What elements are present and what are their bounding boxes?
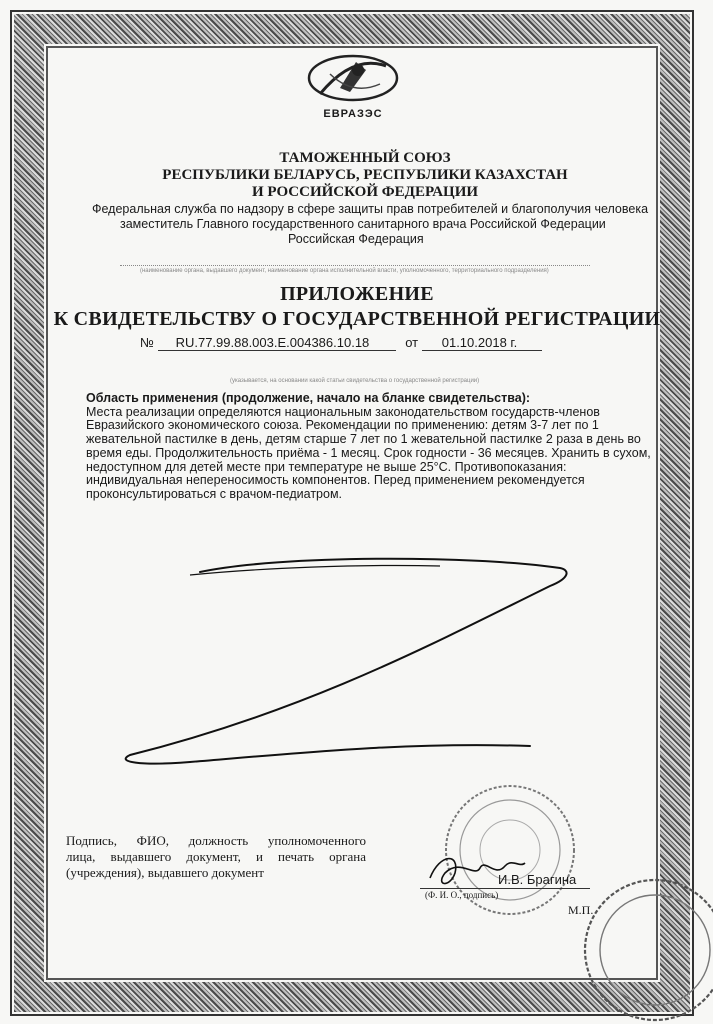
signature-label: [66, 833, 366, 881]
number-label: №: [140, 335, 154, 350]
certificate-date: 01.10.2018 г.: [422, 335, 542, 351]
signature-label-line: (учреждения), выдавшего документ: [66, 865, 264, 880]
scope-line: проконсультироваться с врачом-педиатром.: [86, 486, 343, 501]
agency-line-2: заместитель Главного государственного санитарного врача Российской Федерации: [120, 217, 606, 231]
certificate-number-row: [140, 335, 542, 351]
scope-line: время еды. Продолжительность приёма - 1 месяц. Срок годности - 36 месяцев. Хранить в сухом,: [86, 445, 651, 460]
emblem-caption: ЕВРАЗЭС: [323, 108, 383, 120]
signature-label-line: Подпись, ФИО, должность уполномоченного: [66, 833, 366, 848]
body-note: (указывается, на основании какой статьи свидетельства о государственной регистрации): [230, 378, 480, 384]
fio-caption: (Ф. И. О., подпись): [425, 890, 499, 900]
agency-line-1: Федеральная служба по надзору в сфере защиты прав потребителей и благополучия человека: [92, 202, 649, 216]
scope-line: Места реализации определяются национальным законодательством государств-членов: [86, 404, 600, 419]
seal-place-label: М.П.: [568, 903, 594, 917]
document-subtitle: К СВИДЕТЕЛЬСТВУ О ГОСУДАРСТВЕННОЙ РЕГИСТРАЦИИ: [53, 308, 661, 330]
header-republics: РЕСПУБЛИКИ БЕЛАРУСЬ, РЕСПУБЛИКИ КАЗАХСТАН: [162, 167, 568, 183]
scope-section: [86, 391, 651, 502]
document-title: ПРИЛОЖЕНИЕ: [280, 283, 434, 305]
scope-line: Евразийского экономического союза. Рекомендации по применению: детям 3-7 лет по 1: [86, 418, 599, 433]
header-federation: И РОССИЙСКОЙ ФЕДЕРАЦИИ: [251, 184, 479, 200]
eurasec-emblem-icon: [300, 44, 406, 116]
date-label: от: [405, 335, 419, 350]
scope-line: жевательной пастилке в день, детям старше 7 лет по 1 жевательной пастилке 2 раза в день во: [86, 432, 641, 447]
scope-line: индивидуальная непереносимость компонентов. Перед применением рекомендуется: [86, 473, 585, 488]
agency-line-3: Российская Федерация: [288, 232, 424, 246]
z-strike-mark: [110, 550, 590, 780]
signature-label-line: лица, выдавшего документ, и печать органа: [66, 849, 366, 864]
header-union: ТАМОЖЕННЫЙ СОЮЗ: [279, 150, 451, 166]
corner-seal: [580, 875, 713, 1025]
fio-underline: [420, 888, 590, 889]
scope-line: недоступном для детей месте при температуре не выше 25°С. Противопоказания:: [86, 459, 567, 474]
certificate-number: RU.77.99.88.003.E.004386.10.18: [158, 335, 396, 351]
signer-name: И.В. Брагина: [498, 872, 577, 887]
agency-note: (наименование органа, выдавшего документ, наименование органа исполнительной власти, уполномоченного, территориального подразделения): [140, 268, 549, 274]
scope-heading: Область применения (продолжение, начало на бланке свидетельства):: [86, 391, 531, 405]
